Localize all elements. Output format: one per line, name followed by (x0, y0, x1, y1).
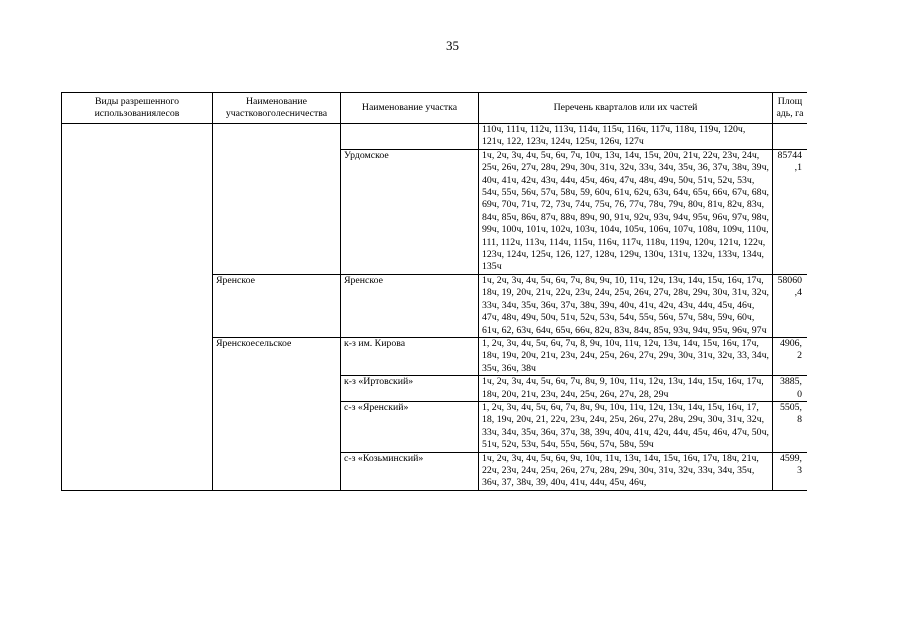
quarters-cell: 1ч, 2ч, 3ч, 4ч, 5ч, 6ч, 7ч, 10ч, 13ч, 14ч, 15ч, 20ч, 21ч, 22ч, 23ч, 24ч, 25ч, 26ч, 27ч, 28ч, 29ч, 30ч, 31ч, 32ч, 33ч, 34ч, 35ч, 36, 37ч, 38ч, 39ч, 40ч, 41ч, 42ч, 43ч, 44ч, 45ч, 46ч, 47ч, 48ч, 49ч, 50ч, 51ч, 52ч, 53ч, 54ч, 55ч, 56ч, 57ч, 58ч, 59, 60ч, 61ч, 62ч, 63ч, 64ч, 65ч, 66ч, 67ч, 68ч, 69ч, 70ч, 71ч, 72, 73ч, 74ч, 75ч, 76, 77ч, 78ч, 79ч, 80ч, 81ч, 82ч, 83ч, 84ч, 85ч, 86ч, 87ч, 88ч, 89ч, 90, 91ч, 92ч, 93ч, 94ч, 95ч, 96ч, 97ч, 98ч, 99ч, 100ч, 101ч, 102ч, 103ч, 104ч, 105ч, 106ч, 107ч, 108ч, 109ч, 110ч, 111, 112ч, 113ч, 114ч, 115ч, 116ч, 117ч, 118ч, 119ч, 120ч, 121ч, 122ч, 123ч, 124ч, 125ч, 126, 127, 128ч, 129ч, 130ч, 131ч, 132ч, 133ч, 134ч, 135ч (479, 149, 773, 274)
area-cell: 3885,0 (773, 376, 808, 402)
forestry-cell: Яренскоесельское (213, 337, 341, 490)
quarters-cell: 1ч, 2ч, 3ч, 4ч, 5ч, 6ч, 7ч, 8ч, 9ч, 10, 11ч, 12ч, 13ч, 14ч, 15ч, 16ч, 17ч, 18ч, 19, 20ч, 21ч, 22ч, 23ч, 24ч, 25ч, 26ч, 27ч, 28ч, 29ч, 30ч, 31ч, 32ч, 33ч, 34ч, 35ч, 36ч, 37ч, 38ч, 39ч, 40ч, 41ч, 42ч, 43ч, 44ч, 45ч, 46ч, 47ч, 48ч, 49ч, 50ч, 51ч, 52ч, 53ч, 54ч, 55ч, 56ч, 57ч, 58ч, 59ч, 60ч, 61ч, 62, 63ч, 64ч, 65ч, 66ч, 82ч, 83ч, 84ч, 85ч, 93ч, 94ч, 95ч, 96ч, 97ч (479, 274, 773, 337)
area-cell: 58060,4 (773, 274, 808, 337)
plot-cell: Яренское (341, 274, 479, 337)
table-row (62, 124, 808, 150)
area-cell: 4599,3 (773, 452, 808, 490)
quarters-cell: 110ч, 111ч, 112ч, 113ч, 114ч, 115ч, 116ч, 117ч, 118ч, 119ч, 120ч, 121ч, 122, 123ч, 124ч, 125ч, 126ч, 127ч (479, 124, 773, 150)
plot-cell: к-з «Иртовский» (341, 376, 479, 402)
header-usage-type: Виды разрешенного использованиялесов (62, 93, 213, 124)
quarters-cell: 1, 2ч, 3ч, 4ч, 5ч, 6ч, 7ч, 8, 9ч, 10ч, 11ч, 12ч, 13ч, 14ч, 15ч, 16ч, 17ч, 18ч, 19ч, 20ч, 21ч, 23ч, 24ч, 25ч, 26ч, 27ч, 29ч, 30ч, 31ч, 32ч, 33, 34ч, 35ч, 36ч, 38ч (479, 337, 773, 375)
quarters-cell: 1ч, 2ч, 3ч, 4ч, 5ч, 6ч, 7ч, 8ч, 9, 10ч, 11ч, 12ч, 13ч, 14ч, 15ч, 16ч, 17ч, 18ч, 20ч, 21ч, 23ч, 24ч, 25ч, 26ч, 27ч, 28, 29ч (479, 376, 773, 402)
usage-type-cell (62, 124, 213, 491)
area-cell: 5505,8 (773, 401, 808, 452)
area-cell: 85744,1 (773, 149, 808, 274)
area-cell (773, 124, 808, 150)
plot-cell: к-з им. Кирова (341, 337, 479, 375)
forest-quarters-table-wrapper (61, 92, 807, 582)
header-plot-name: Наименование участка (341, 93, 479, 124)
plot-cell: Урдомское (341, 149, 479, 274)
forest-quarters-table (61, 92, 807, 491)
header-forestry-name: Наименование участковоголесничества (213, 93, 341, 124)
table-header-row (62, 93, 808, 124)
plot-cell: с-з «Козьминский» (341, 452, 479, 490)
forestry-cell: Яренское (213, 274, 341, 337)
forestry-cell (213, 124, 341, 275)
plot-cell: с-з «Яренский» (341, 401, 479, 452)
header-quarters-list: Перечень кварталов или их частей (479, 93, 773, 124)
header-area: Площадь, га (773, 93, 808, 124)
area-cell: 4906,2 (773, 337, 808, 375)
plot-cell (341, 124, 479, 150)
page-number: 35 (446, 38, 459, 53)
quarters-cell: 1ч, 2ч, 3ч, 4ч, 5ч, 6ч, 9ч, 10ч, 11ч, 13ч, 14ч, 15ч, 16ч, 17ч, 18ч, 21ч, 22ч, 23ч, 24ч, 25ч, 26ч, 27ч, 28ч, 29ч, 30ч, 31ч, 32ч, 33ч, 34ч, 35ч, 36ч, 37, 38ч, 39, 40ч, 41ч, 44ч, 45ч, 46ч, (479, 452, 773, 490)
quarters-cell: 1, 2ч, 3ч, 4ч, 5ч, 6ч, 7ч, 8ч, 9ч, 10ч, 11ч, 12ч, 13ч, 14ч, 15ч, 16ч, 17, 18, 19ч, 20ч, 21, 22ч, 23ч, 24ч, 25ч, 26ч, 27ч, 28ч, 29ч, 30ч, 31ч, 32ч, 33ч, 34ч, 35ч, 36ч, 37ч, 38, 39ч, 40ч, 41ч, 42ч, 44ч, 45ч, 46ч, 47ч, 50ч, 51ч, 52ч, 53ч, 54ч, 55ч, 56ч, 57ч, 58ч, 59ч (479, 401, 773, 452)
